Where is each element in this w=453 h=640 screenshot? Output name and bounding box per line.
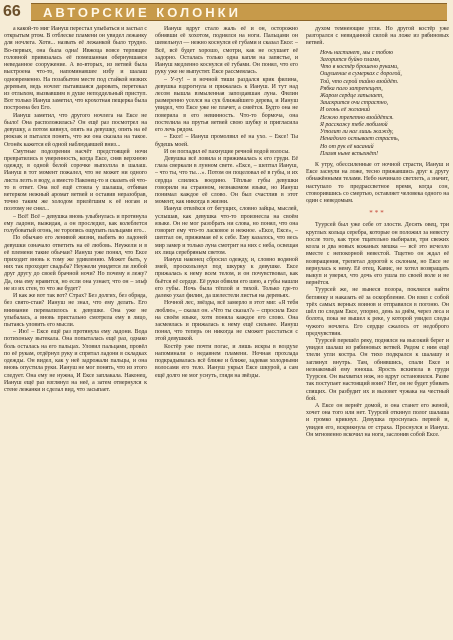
paragraph: духом темнеющие угли. Но другой костёр уже разгорался с невиданной силой на ложе из рябиновых ветвей. bbox=[306, 26, 449, 47]
poem bbox=[320, 50, 449, 158]
poem-line: Пламя ныне вспыхнёт! bbox=[320, 150, 379, 157]
paragraph: – Ию! – Ексе ещё раз протянула ему ладони. Вода потихоньку вытекала. Она попыталась ещё раз, однако боль осталась на его пальцах. Уловил пальцами, провёл по её рукам, отдёрнул руку и спрятал ладони в складках одежды. Он видел, как у неё задрожали пальцы, и она вновь опустила руки. Иануш не мог понять, что из этого следует. Она ему не нужна, И Ексе заплакала. Наконец, Иануш ещё раз взглянул на неё, а затем отвернулся к стене лежанки и сделал вид, что засыпает. bbox=[4, 329, 147, 393]
poem-line: Загорится буйно пламя, bbox=[320, 56, 381, 63]
paragraph: – У-гу! – в ночной тиши раздался крик филина, девушка вздрогнула и прижалась к Иануш. И тут над лесом вышла взмыленная запоздавшая луна. Филин размеренно уселся на сук ближайшего дерева, и Иануш увидел, что Ексе уже не плачет, а смеётся. Будто она не поверила в его невинность. Что-то бормоча, она постелила на прутья ветвей свою шубку и пригласила его лечь рядом. bbox=[155, 76, 298, 134]
paragraph: Туурсей был уже себе от злости. Десять овец, три круглых кольца серебра, которые он положил за невесту после того, как трое тщательно выбирали, три свежих козла и два новых кожаных мешка — всё это исчезло вместе с непокорной невестой. Тщетно он ждал её возвращения, трепетал дорогой к склонам, но Ексе не вернулась к нему. Её отец, Кавис, не хотел возвращать выкуп и уверял, что дочь его ушла по своей воле и не вернётся. bbox=[306, 222, 449, 287]
paragraph: Костёр уже почти погас, и лишь искры в воздухе напоминали о недавнем пламени. Ночная прохлада подкрадывалась всё ближе и ближе, задевая холодными волосами его тело. Иануш укрыл Ексе шкурой, а сам ещё долго не мог уснуть, глядя на звёзды. bbox=[155, 343, 298, 379]
poem-line: Но от рук её касаний bbox=[320, 143, 374, 150]
page-header bbox=[0, 0, 453, 24]
section-banner bbox=[31, 3, 447, 21]
paragraph: Ночной лес, звёзды, всё замерло в этот миг. «Я тебя люблю», – сказал он. «Что ты сказал?» – спросила Ексе на своём языке, хотя поняла каждое его слово. Она засмеялась и прижалась к нему ещё сильнее. Иануш понял, что теперь он никогда не сможет расстаться с этой девушкой. bbox=[155, 300, 298, 343]
paragraph: Туурсей перешёл реку, поднялся на высокий берег и увидел шалаш из рябиновых ветвей. Рядом с ним ещё тлели угли костра. Он тихо подкрался к шалашу и заглянул внутрь. Там, обнявшись, спали Ексе и незнакомый ему юноша. Ярость вскипела в груди Туурсея. Он выхватил нож, но вдруг остановился. Разве так поступает настоящий воин? Нет, он не будет убивать спящих. Он разбудит их и вызовет чужака на честный бой. bbox=[306, 337, 449, 402]
paragraph: По обычаю его ленивой жизни, выбить во ладоней девушки означало ответить на её любовь. Неужели и в её племени такие обычаи? Иануш уже понял, что Ексе приходит вновь к тому же удивлению. Может быть, у них так проходит свадьба? Неужели увидятся ли любой друг другу до своей брачной ночи? Но почему я лежу? Да, она ему нравится, но если она узнает, что он – эльф не из их стен, то что же будет? bbox=[4, 235, 147, 292]
section-divider: *** bbox=[369, 209, 386, 218]
poem-line: Заискрится очи страстно, bbox=[320, 100, 389, 107]
paragraph: А Ексе он вернёт домой, и она станет его женой, хочет она того или нет. Туурсей откинул полог шалаша и громко крикнул. Девушка проснулась первой и, увидев его, вскрикнула от страха. Проснулся и Иануш. Он мгновенно вскочил на ноги, заслонив собой Ексе. bbox=[306, 402, 449, 438]
poem-line: Рябка пало затрепещет, bbox=[320, 85, 383, 92]
paragraph: Иануш наконец сбросил одежду, и, словно водяной змей, проскользнул под шкурку к девушке. Ексе прижалась к нему всем телом, и он почувствовал, как бьётся её сердце. Её руки обвили его шею, а губы нашли его губы. Ночь была тёплой и тихой. Только где-то далеко ухал филин, да шелестели листья на деревьях. bbox=[155, 257, 298, 300]
section-title: АВТОРСКИЕ КОЛОНКИ bbox=[43, 4, 241, 20]
column-1 bbox=[4, 26, 147, 638]
poem-line: Жаром сердце запылает, bbox=[320, 92, 384, 99]
paragraph: И как же вот так вот? Страх? Без долгих, без обряда, без свято-стаи? Иануш не знал, что ему делать. Его внимание перевалилось к девушке. Она уже не улыбалась, а вновь пристально смотрела ему в лицо, пытаясь уловить его мысли. bbox=[4, 293, 147, 328]
poem-line: Я расскажу тебе любимой bbox=[320, 121, 388, 128]
poem-line: Утолит ли наг лишь жажду, bbox=[320, 129, 394, 136]
article-columns bbox=[4, 26, 449, 638]
poem-line: Ненадолго остывает страсть, bbox=[320, 136, 400, 143]
paragraph: И он погладил её пахнущие речной водой волосы. bbox=[164, 148, 290, 155]
poem-line: Нежно трепетно взойдётся. bbox=[320, 114, 394, 121]
paragraph: К утру, обессиленные от ночной страсти, Иануш и Ексе заснули на ложе, тесно прижавшись друг к другу обнажёнными телами. Небо начинало светлеть, а значит, наступало то предрассветное время, когда сон, стоворившись со смертью, оставляет человека одного на один с неведомым. bbox=[306, 161, 449, 205]
paragraph: Смутные подозрения насчёт предстоящей ночи превратились в уверенность, когда Ексе, сняв верхнюю одежду, в одной белой сорочке выползла в шалаш. Иануш в тот момент пожалел, что не может ни одного листа лезть в воду, а вместо Наконец-то и сказать ей что-то в ответ. Она всё ещё стояла у шалаша, отбивая ветерком нежный аромат ветвей и оставив неразобрав, точно таким же холодом прилёгшим к её ногам и поэтому не снял... bbox=[4, 148, 147, 213]
column-2 bbox=[155, 26, 298, 638]
column-3 bbox=[306, 26, 449, 638]
poem-line: Ночь настанет, мы с тобою bbox=[320, 49, 393, 56]
paragraph: Туурсей же, не вынеся позора, поклялся найти беглянку и наказать её за оскорбление. Он взял с собой трёх самых верных воинов и отправился в погоню. Он шёл по следам Ексе, упорно, день за днём, через леса и болота, пока не вышел к реке, у которой увидел следы чужого ночлега. Его сердце сжалось от недоброго предчувствия. bbox=[306, 287, 449, 337]
paragraph: Иануш вдруг стало жаль её и он, осторожно обнявши её хохотом, поднялся на ноги. Пальцами он шевельнул — нежно коснулся её губами и сказал Ексе: – Всё, всё будет хорошо, смотри, как не осушает её задорно. Осталась только одна капля на запястье, и Иануш медленно коснулся её губами. Он понял, что его руку уже не выпустят. Ексе рассмеялась. bbox=[155, 26, 298, 76]
paragraph: Девушка всё ловила и прижималась к его груди. Её глаза сверкали в лунном свете. «Ексе, – шептал Иануш, – что ты, что ты…». Потом он поцеловал её в губы, и их сердца слились воедино. Тёплые губы девушки говорили на странном, незнакомом языке, но Иануш понимал каждое её слово. Он был счастлив в этот момент, как никогда в жизни. bbox=[155, 155, 298, 206]
paragraph: – Всё! Всё – девушка вновь улыбнулась и протянула ему ладони, выжидая, а он проследил, как колеблется голубоватый огонь, не торопясь ощупать пальцами его... bbox=[4, 213, 147, 235]
paragraph: а какой-то миг Иануш перестал улыбаться и застыл с открытым ртом. В отблеске пламени он увидел лежанку для ночлега. Хотя... назвать её лежанкой было трудно. Во-первых, она была одна! Ивжоца вовсе терпящее головной привязалась её помешанная обернувшаяся неведанное сооружение. А во-вторых, из ветвей была выстроена что-то, напоминавшее избу и шалаш одновременно. На позабытом месте под стайкой низких деревьев, ведь ночлег пытавшаяся даровать, перетекал из отлыхом, вызвавшим в душе неподдельный приступ. Вот только Иануш заметил, что крохотная пещерка была построена без Его. bbox=[4, 26, 147, 112]
paragraph: Иануш заметил, что другого ночлега на Ексе не было! Она расположилась? Он ещё раз посмотрел на девушку, а потом кивнул, опять на девушку, опять на её рюкзак и пытался понять, что же она сказала на такое. Огонёк кажется ей одной наблюдавшей вниз... bbox=[4, 112, 147, 148]
paragraph: Иануш отвлёкся от бегущих, словно зайцы, мыслей, услышав, как девушка что-то произнесла на своём языке. Он не мог разобрать ни слова, но понял, что она говорит ему что-то ласковое и нежное. «Ексе, Ексе», – шептал он, прижимая её к себе. Ему казалось, что весь мир замер и только луна смотрит на них с неба, освещая их лица серебряным светом. bbox=[155, 206, 298, 256]
poem-line: Что в костёр брошено руками, bbox=[320, 64, 399, 71]
poem-line: Той, что серой тайно взойдёт. bbox=[320, 78, 399, 85]
poem-line: И огонь её желаний bbox=[320, 107, 370, 114]
poem-line: Ощушение в сумерках с дорогой, bbox=[320, 71, 402, 78]
paragraph: – Ексе! – Иануш промолвил её на ухо. – Ексе! Ты будешь моей. bbox=[155, 134, 298, 148]
page-number: 66 bbox=[3, 3, 21, 20]
